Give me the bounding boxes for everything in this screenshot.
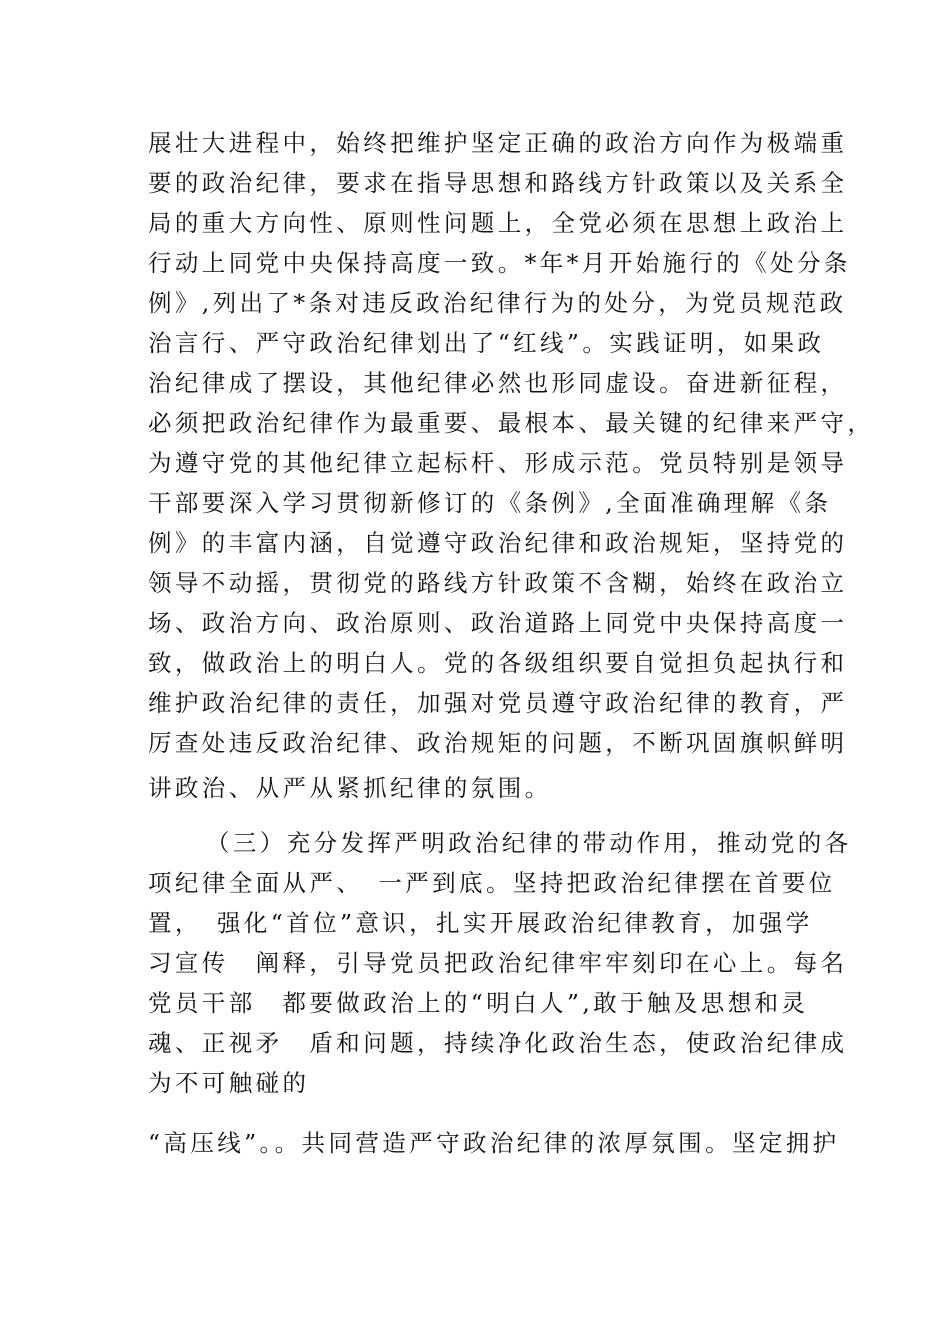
text-line: 治言行、严守政治纪律划出了“红线”。实践证明，如果政 [148, 329, 825, 357]
text-line: 要的政治纪律，要求在指导思想和路线方针政策以及关系全 [148, 169, 848, 197]
text-line: 置， 强化“首位”意识，扎实开展政治纪律教育，加强学 [148, 909, 813, 937]
text-line: 项纪律全面从严、 一严到底。坚持把政治纪律摆在首要位 [148, 869, 836, 897]
text-line: “高压线”。。共同营造严守政治纪律的浓厚氛围。坚定拥护 [148, 1129, 840, 1157]
text-line: 局的重大方向性、原则性问题上，全党必须在思想上政治上 [148, 209, 848, 237]
text-line: 魂、正视矛 盾和问题，持续净化政治生态，使政治纪律成 [148, 1029, 848, 1057]
text-line: 致，做政治上的明白人。党的各级组织要自觉担负起执行和 [148, 649, 848, 677]
text-line: 维护政治纪律的责任，加强对党员遵守政治纪律的教育，严 [148, 689, 848, 717]
text-line: 例》,列出了*条对违反政治纪律行为的处分，为党员规范政 [148, 289, 847, 317]
text-line: 为遵守党的其他纪律立起标杆、形成示范。党员特别是领导 [148, 449, 848, 477]
text-line: 领导不动摇，贯彻党的路线方针政策不含糊，始终在政治立 [148, 569, 848, 597]
text-line: 行动上同党中央保持高度一致。*年*月开始施行的《处分条 [148, 249, 851, 277]
text-line: 必须把政治纪律作为最重要、最根本、最关键的纪律来严守， [148, 409, 875, 437]
text-line: 习宣传 阐释，引导党员把政治纪律牢牢刻印在心上。每名 [148, 949, 848, 977]
text-line: 治纪律成了摆设，其他纪律必然也形同虚设。奋进新征程， [148, 369, 848, 397]
section-heading-line: （三）充分发挥严明政治纪律的带动作用，推动党的各 [206, 829, 852, 857]
text-line: 干部要深入学习贯彻新修订的《条例》,全面准确理解《条 [148, 489, 832, 517]
text-line: 厉查处违反政治纪律、政治规矩的问题，不断巩固旗帜鲜明 [148, 729, 848, 757]
text-line: 讲政治、从严从紧抓纪律的氛围。 [148, 774, 552, 802]
text-line: 为不可触碰的 [148, 1069, 310, 1097]
text-line: 例》的丰富内涵，自觉遵守政治纪律和政治规矩，坚持党的 [148, 529, 848, 557]
text-line: 展壮大进程中，始终把维护坚定正确的政治方向作为极端重 [148, 129, 848, 157]
text-line: 场、政治方向、政治原则、政治道路上同党中央保持高度一 [148, 609, 848, 637]
text-line: 党员干部 都要做政治上的“明白人”,敢于触及思想和灵 [148, 989, 809, 1017]
